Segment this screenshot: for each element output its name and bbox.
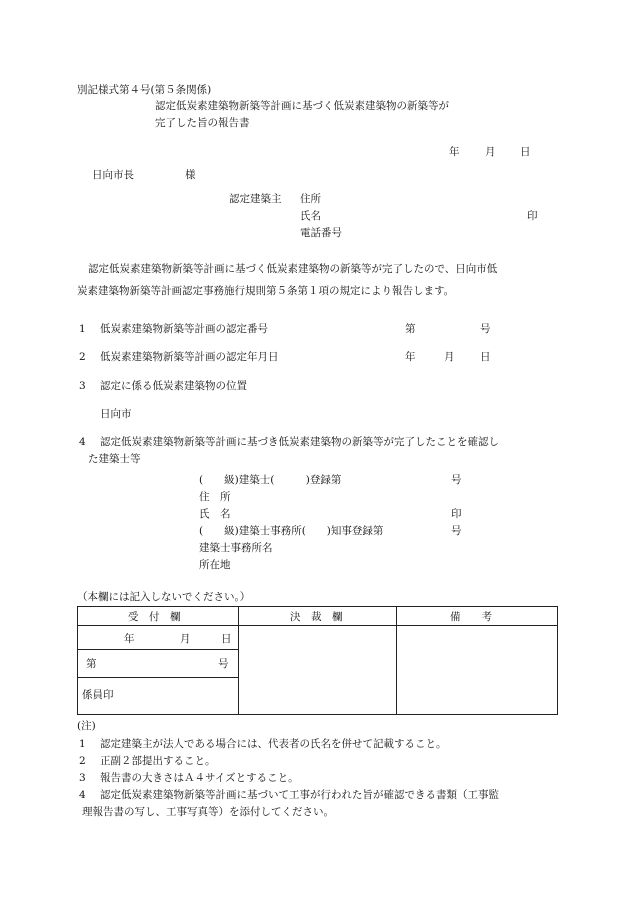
table-row-rule-2 xyxy=(78,677,238,678)
item1-label: 低炭素建築物新築等計画の認定番号 xyxy=(100,323,268,335)
col-remarks: 備 考 xyxy=(450,611,492,623)
item4-office-line: ( 級)建築士事務所( )知事登録第 xyxy=(199,525,384,537)
note1-num: 1 xyxy=(79,738,86,750)
reception-day: 日 xyxy=(221,633,232,645)
note2-text: 正副２部提出すること。 xyxy=(100,755,216,767)
addressee-name: 日向市長 xyxy=(92,169,134,181)
date-month: 月 xyxy=(485,146,496,158)
item1-num: 1 xyxy=(79,323,86,335)
item4-label-line2: た建築士等 xyxy=(88,453,141,465)
body-text-line1: 認定低炭素建築物新築等計画に基づく低炭素建築物の新築等が完了したので、日向市低 xyxy=(88,263,498,275)
reception-go: 号 xyxy=(218,658,229,670)
body-text-line2: 炭素建築物新築等計画認定事務施行規則第５条第１項の規定により報告します。 xyxy=(77,285,455,297)
note1-text: 認定建築主が法人である場合には、代表者の氏名を併せて記載すること。 xyxy=(100,738,447,750)
item4-address: 住 所 xyxy=(199,491,231,503)
note4-num: 4 xyxy=(79,789,86,801)
item4-name: 氏 名 xyxy=(199,508,231,520)
col-decision: 決 裁 欄 xyxy=(290,611,343,623)
item2-day: 日 xyxy=(480,351,491,363)
item2-label: 低炭素建築物新築等計画の認定年月日 xyxy=(100,351,279,363)
item4-office-name: 建築士事務所名 xyxy=(199,542,273,554)
table-divider-1 xyxy=(238,607,239,714)
table-header-rule xyxy=(78,625,557,626)
note3-text: 報告書の大きさはＡ４サイズとすること。 xyxy=(100,772,299,784)
item4-label-line1: 認定低炭素建築物新築等計画に基づき低炭素建築物の新築等が完了したことを確認し xyxy=(100,436,499,448)
item4-architect-line: ( 級)建築士( )登録第 xyxy=(199,474,342,486)
note4-text-line1: 認定低炭素建築物新築等計画に基づいて工事が行われた旨が確認できる書類（工事監 xyxy=(100,789,499,801)
note2-num: 2 xyxy=(79,755,86,767)
applicant-phone-label: 電話番号 xyxy=(300,227,342,239)
reception-dai: 第 xyxy=(86,658,97,670)
note3-num: 3 xyxy=(79,772,86,784)
addressee-honorific: 様 xyxy=(185,169,196,181)
item2-month: 月 xyxy=(444,351,455,363)
office-use-table xyxy=(77,606,558,715)
staff-seal: 係員印 xyxy=(82,689,114,701)
table-divider-2 xyxy=(396,607,397,714)
table-row-rule-1 xyxy=(78,649,238,650)
office-use-note: （本欄には記入しないでください。） xyxy=(77,591,251,603)
item2-num: 2 xyxy=(79,351,86,363)
item2-year: 年 xyxy=(405,351,416,363)
date-year: 年 xyxy=(449,146,460,158)
title-line1: 認定低炭素建築物新築等計画に基づく低炭素建築物の新築等が xyxy=(155,100,449,112)
date-day: 日 xyxy=(520,146,531,158)
item4-seal: 印 xyxy=(451,508,462,520)
note4-text-line2: 理報告書の写し、工事写真等）を添付してください。 xyxy=(82,806,334,818)
form-id: 別記様式第４号(第５条関係) xyxy=(77,84,212,96)
item4-num: 4 xyxy=(79,436,86,448)
item4-architect-go: 号 xyxy=(451,474,462,486)
applicant-label: 認定建築主 xyxy=(229,193,282,205)
item1-go: 号 xyxy=(480,323,491,335)
item3-city: 日向市 xyxy=(100,408,132,420)
item4-office-go: 号 xyxy=(451,525,462,537)
title-line2: 完了した旨の報告書 xyxy=(155,117,250,129)
item3-num: 3 xyxy=(79,380,86,392)
notes-heading: (注) xyxy=(77,720,96,732)
item4-office-location: 所在地 xyxy=(199,559,231,571)
col-reception: 受 付 欄 xyxy=(128,611,181,623)
applicant-address-label: 住所 xyxy=(300,193,321,205)
applicant-name-label: 氏名 xyxy=(300,210,321,222)
item1-dai: 第 xyxy=(405,323,416,335)
applicant-seal: 印 xyxy=(527,210,538,222)
item3-label: 認定に係る低炭素建築物の位置 xyxy=(100,380,247,392)
reception-month: 月 xyxy=(180,633,191,645)
reception-year: 年 xyxy=(124,633,135,645)
